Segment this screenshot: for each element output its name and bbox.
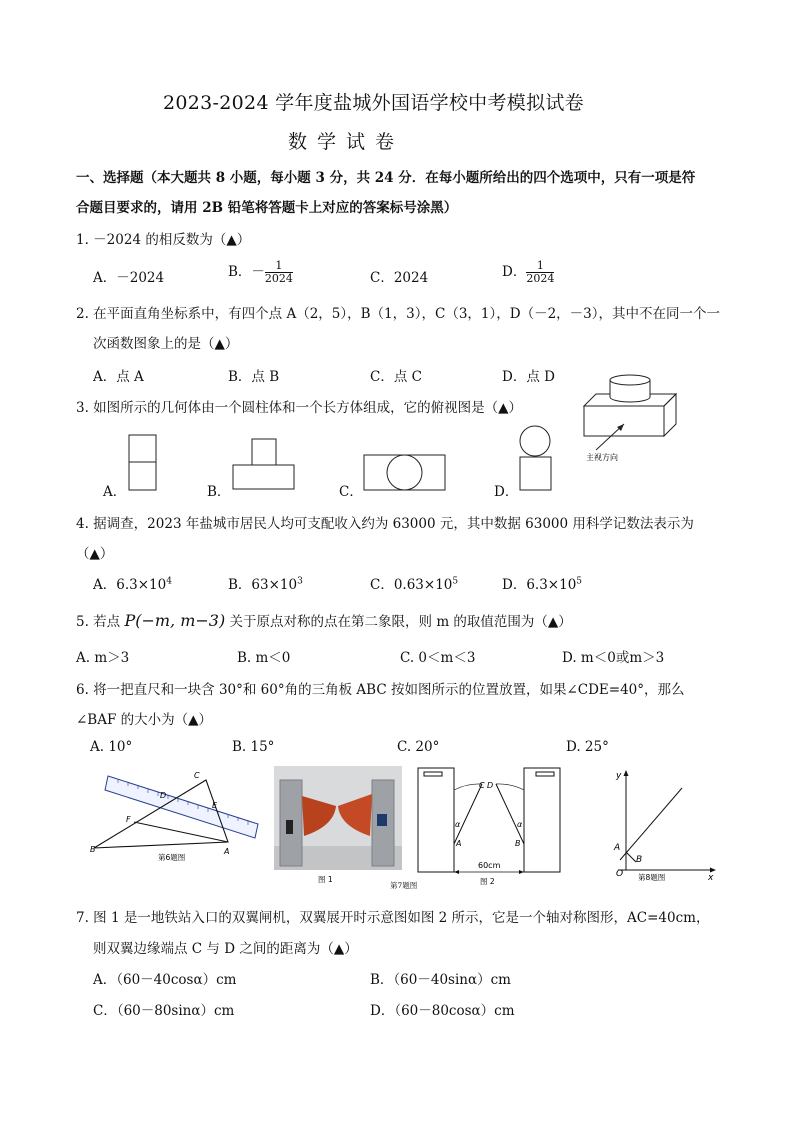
svg-text:A: A (456, 839, 462, 848)
svg-text:x: x (708, 873, 714, 883)
section-heading-line2: 合题目要求的，请用 2B 铅笔将答题卡上对应的答案标号涂黑） (76, 200, 458, 216)
q7-option-b: B．（60－40sinα）cm (370, 972, 511, 988)
q5-point-expression: P(−m, m−3) (124, 611, 226, 630)
fig7-turnstile-photo (274, 766, 402, 884)
svg-text:O: O (616, 869, 624, 879)
q5-option-a: A. m＞3 (76, 650, 130, 666)
q4-option-c: C．$0.63\times 10^5$ (370, 576, 459, 593)
q7-option-c: C．（60－80sinα）cm (93, 1003, 235, 1019)
q2-option-c: C．点 C (370, 369, 422, 385)
svg-text:C: C (194, 771, 200, 780)
svg-text:F: F (126, 815, 131, 824)
q3-option-c: C． (339, 484, 363, 500)
q7-text-line1: 7. 图 1 是一地铁站入口的双翼闸机，双翼展开时示意图如图 2 所示，它是一个轴对称图形，AC=40cm， (76, 910, 710, 926)
q3-option-b: B． (207, 484, 231, 500)
svg-text:B: B (515, 839, 521, 848)
fig6-caption: 第6题图 (158, 853, 186, 862)
q6-option-b: B. 15° (232, 739, 275, 755)
exam-subtitle: 数学试卷 (288, 131, 405, 153)
fig8-caption: 第8题图 (638, 873, 666, 882)
q3-solid-figure (580, 370, 680, 465)
q3-option-b-figure (232, 438, 296, 492)
svg-text:D: D (160, 791, 167, 800)
q3-option-d-figure (518, 424, 554, 492)
q1-option-c: C．2024 (370, 270, 429, 286)
q7-option-d: D．（60－80cosα）cm (370, 1003, 515, 1019)
svg-text:B: B (90, 845, 96, 854)
q3-view-direction-label: 主视方向 (586, 453, 618, 462)
svg-text:A: A (614, 843, 621, 853)
q4-option-b: B．$63\times 10^3$ (228, 576, 303, 593)
svg-text:y: y (616, 771, 622, 781)
q6-option-c: C. 20° (397, 739, 440, 755)
q4-option-a: A．$6.3\times 10^4$ (93, 576, 172, 593)
svg-text:E: E (212, 801, 218, 810)
q2-option-d: D．点 D (502, 369, 555, 385)
q5-option-c: C. 0＜m＜3 (400, 650, 476, 666)
q2-text-line2: 次函数图象上的是（▲） (93, 336, 239, 352)
q3-option-d: D． (494, 484, 519, 500)
svg-text:α: α (455, 820, 461, 829)
q6-option-d: D. 25° (566, 739, 609, 755)
q2-option-b: B．点 B (228, 369, 280, 385)
q1-option-d: D． $\frac{1}{2024}$ (502, 259, 555, 285)
q2-text-line1: 2. 在平面直角坐标系中，有四个点 A（2，5），B（1，3），C（3，1），D（－2，－3），其中不在同一个一 (76, 306, 720, 322)
q3-option-a-figure (128, 434, 158, 492)
section-heading-line1: 一、选择题（本大题共 8 小题，每小题 3 分，共 24 分．在每小题所给出的四个选项中，只有一项是符 (76, 170, 696, 186)
svg-text:α: α (517, 820, 523, 829)
fig8-coordinate-graph (600, 766, 720, 882)
q1-text: 1. －2024 的相反数为（▲） (76, 232, 251, 248)
q4-text-line2: （▲） (76, 546, 114, 562)
q6-text-line1: 6. 将一把直尺和一块含 30°和 60°角的三角板 ABC 按如图所示的位置放置，如果∠CDE=40°，那么 (76, 682, 685, 698)
fig7-caption: 第7题图 (390, 881, 418, 890)
fig7-caption-diagram: 图 2 (480, 877, 495, 886)
q7-text-line2: 则双翼边缘端点 C 与 D 之间的距离为（▲） (93, 941, 358, 957)
q6-option-a: A. 10° (90, 739, 133, 755)
q3-option-c-figure (363, 454, 447, 492)
q3-text: 3. 如图所示的几何体由一个圆柱体和一个长方体组成，它的俯视图是（▲） (76, 400, 523, 416)
q1-option-d-fraction: $\frac{1}{2024}$ (526, 259, 555, 285)
fig7-width-label: 60cm (478, 861, 501, 870)
q1-option-a: A．－2024 (93, 270, 165, 286)
exam-title: 2023-2024 学年度盐城外国语学校中考模拟试卷 (163, 92, 584, 114)
fig6-ruler-triangle (88, 766, 268, 864)
q1-option-b: B．－ $\frac{1}{2024}$ (228, 259, 293, 285)
svg-text:D: D (487, 781, 494, 790)
q2-option-a: A．点 A (93, 369, 144, 385)
fig7-caption-photo: 图 1 (318, 875, 333, 884)
q1-option-b-fraction: $\frac{1}{2024}$ (264, 259, 293, 285)
q5-option-b: B. m＜0 (237, 650, 291, 666)
q4-option-d: D．$6.3\times 10^5$ (502, 576, 583, 593)
q7-option-a: A．（60－40cosα）cm (93, 972, 237, 988)
q5-text: 5. 若点 P(−m, m−3) 关于原点对称的点在第二象限，则 m 的取值范围为（▲） (76, 611, 572, 630)
q4-text-line1: 4. 据调查，2023 年盐城市居民人均可支配收入约为 63000 元，其中数据 63000 用科学记数法表示为 (76, 516, 694, 532)
q5-option-d: D. m＜0或m＞3 (562, 650, 665, 666)
q3-option-a: A． (103, 484, 127, 500)
svg-text:C: C (479, 781, 485, 790)
svg-text:A: A (224, 847, 230, 856)
svg-text:B: B (636, 855, 643, 865)
fig7-turnstile-diagram (416, 760, 566, 888)
q6-text-line2: ∠BAF 的大小为（▲） (76, 712, 213, 728)
